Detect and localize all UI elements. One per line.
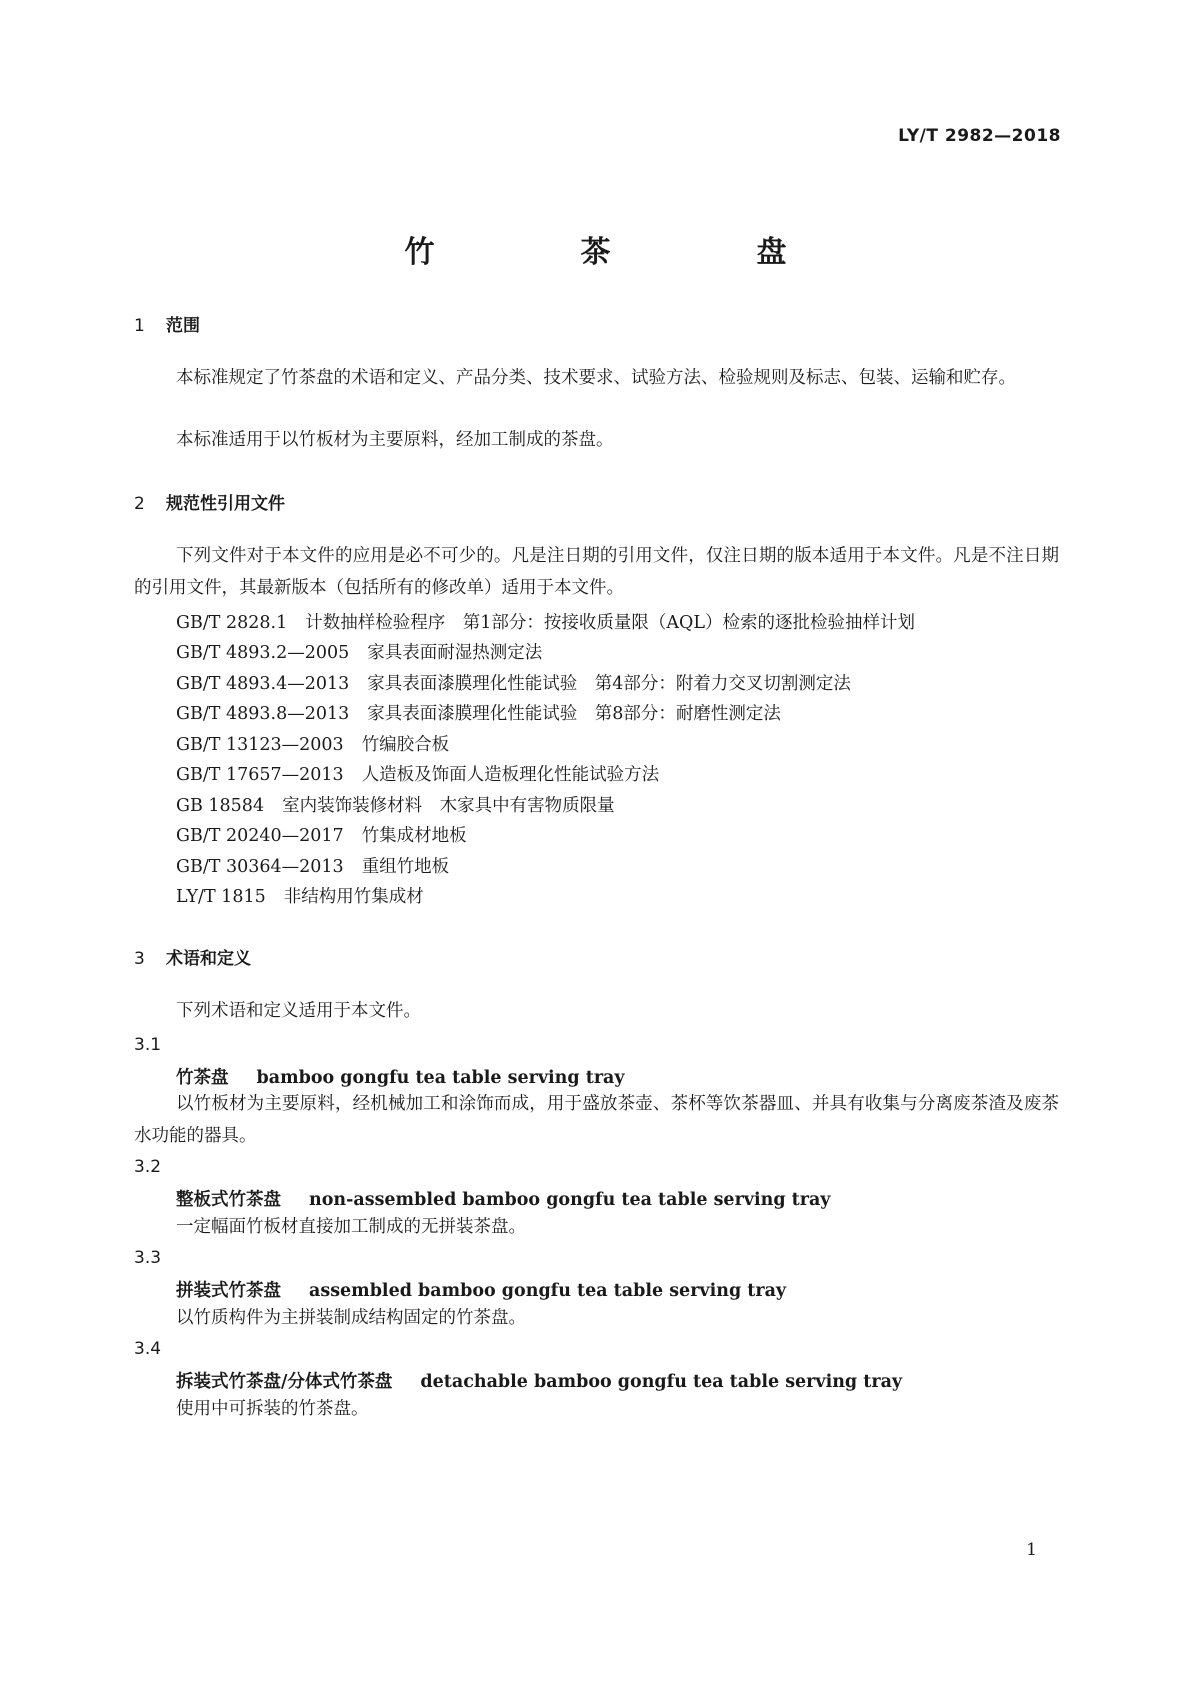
reference-title: 竹集成材地板 [361, 826, 467, 846]
reference-item [176, 731, 449, 756]
document-title: 竹 茶 盘 [404, 235, 845, 270]
term-english: bamboo gongfu tea table serving tray [256, 1068, 625, 1088]
standard-code: LY/T 2982—2018 [898, 126, 1061, 146]
reference-code: GB 18584 [176, 796, 265, 816]
reference-item [176, 639, 542, 664]
reference-item [176, 700, 781, 725]
section-heading-terms [134, 944, 251, 969]
reference-item [176, 883, 424, 908]
reference-item [176, 792, 615, 817]
reference-title: 家具表面漆膜理化性能试验 第8部分：耐磨性测定法 [367, 704, 781, 724]
section-number: 3 [134, 949, 145, 969]
normative-refs-intro: 下列文件对于本文件的应用是必不可少的。凡是注日期的引用文件，仅注日期的版本适用于本文件。凡是不注日期的引用文件，其最新版本（包括所有的修改单）适用于本文件。 [134, 546, 1059, 598]
reference-code: GB/T 4893.8—2013 [176, 704, 350, 724]
reference-code: GB/T 13123—2003 [176, 735, 344, 755]
scope-paragraph-1: 本标准规定了竹茶盘的术语和定义、产品分类、技术要求、试验方法、检验规则及标志、包装、运输和贮存。 [176, 368, 1016, 388]
reference-item [176, 609, 915, 634]
term-chinese: 拼装式竹茶盘 [176, 1281, 281, 1301]
term-chinese: 整板式竹茶盘 [176, 1190, 281, 1210]
page-number: 1 [1026, 1540, 1037, 1560]
term-definition: 以竹板材为主要原料，经机械加工和涂饰而成，用于盛放茶壶、茶杯等饮茶器皿、并具有收集与分离废茶渣及废茶水功能的器具。 [134, 1094, 1059, 1146]
section-heading-scope [134, 311, 200, 336]
term-number: 3.1 [134, 1035, 162, 1055]
reference-title: 计数抽样检验程序 第1部分：按接收质量限（AQL）检索的逐批检验抽样计划 [305, 613, 915, 633]
reference-code: GB/T 30364—2013 [176, 857, 344, 877]
term-number: 3.3 [134, 1248, 162, 1268]
term-definition: 一定幅面竹板材直接加工制成的无拼装茶盘。 [176, 1217, 526, 1237]
reference-item [176, 670, 851, 695]
term-english: detachable bamboo gongfu tea table serving tray [420, 1372, 903, 1392]
section-title: 规范性引用文件 [166, 494, 285, 514]
section-number: 2 [134, 494, 145, 514]
reference-title: 重组竹地板 [361, 857, 450, 877]
reference-code: GB/T 4893.2—2005 [176, 643, 350, 663]
terms-intro: 下列术语和定义适用于本文件。 [176, 1001, 421, 1021]
section-number: 1 [134, 316, 145, 336]
reference-title: 非结构用竹集成材 [283, 887, 424, 907]
reference-code: LY/T 1815 [176, 887, 266, 907]
reference-code: GB/T 17657—2013 [176, 765, 344, 785]
section-title: 范围 [166, 316, 200, 336]
term-definition: 使用中可拆装的竹茶盘。 [176, 1399, 369, 1419]
reference-title: 室内装饰装修材料 木家具中有害物质限量 [282, 796, 615, 816]
reference-code: GB/T 2828.1 [176, 613, 288, 633]
term-chinese: 拆装式竹茶盘/分体式竹茶盘 [176, 1372, 393, 1392]
term-english: non-assembled bamboo gongfu tea table serving tray [309, 1190, 831, 1210]
term-number: 3.2 [134, 1157, 162, 1177]
reference-title: 竹编胶合板 [361, 735, 450, 755]
term-entry [176, 1277, 786, 1302]
reference-item [176, 761, 659, 786]
term-english: assembled bamboo gongfu tea table serving tray [309, 1281, 787, 1301]
term-definition: 以竹质构件为主拼装制成结构固定的竹茶盘。 [176, 1308, 526, 1328]
term-entry [176, 1064, 625, 1089]
reference-title: 家具表面耐湿热测定法 [367, 643, 543, 663]
reference-code: GB/T 20240—2017 [176, 826, 344, 846]
reference-code: GB/T 4893.4—2013 [176, 674, 350, 694]
term-entry [176, 1368, 902, 1393]
term-chinese: 竹茶盘 [176, 1068, 229, 1088]
reference-title: 家具表面漆膜理化性能试验 第4部分：附着力交叉切割测定法 [367, 674, 851, 694]
reference-item [176, 853, 449, 878]
section-heading-normative-refs [134, 489, 285, 514]
reference-title: 人造板及饰面人造板理化性能试验方法 [361, 765, 660, 785]
term-number: 3.4 [134, 1339, 162, 1359]
term-entry [176, 1186, 830, 1211]
reference-item [176, 822, 467, 847]
scope-paragraph-2: 本标准适用于以竹板材为主要原料，经加工制成的茶盘。 [176, 430, 614, 450]
section-title: 术语和定义 [166, 949, 251, 969]
